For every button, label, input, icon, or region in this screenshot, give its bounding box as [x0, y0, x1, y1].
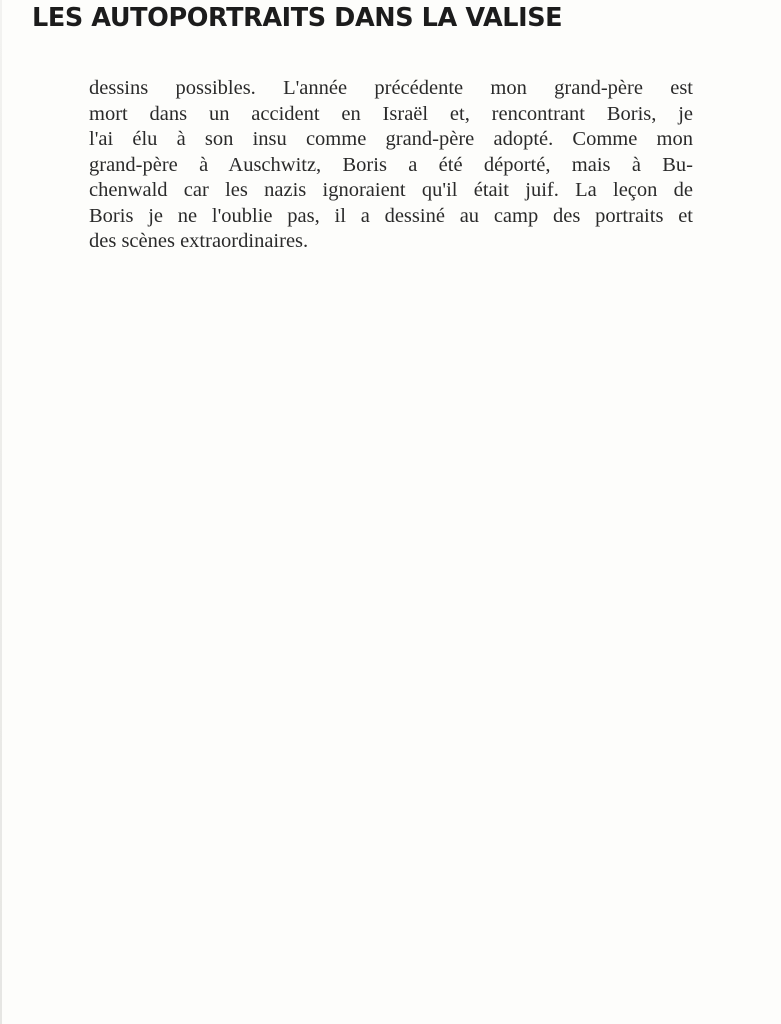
text-line: l'ai élu à son insu comme grand-père adopté. Comme mon	[89, 128, 693, 150]
text-line: dessins possibles. L'année précédente mon grand-père est	[89, 77, 693, 99]
text-line: grand-père à Auschwitz, Boris a été déporté, mais à Bu-	[89, 153, 693, 176]
text-line: des scènes extraordinaires.	[89, 230, 309, 252]
running-title: LES AUTOPORTRAITS DANS LA VALISE	[32, 3, 563, 33]
page-edge	[0, 0, 2, 1024]
text-line: mort dans un accident en Israël et, rencontrant Boris, je	[89, 102, 693, 125]
text-line: Boris je ne l'oublie pas, il a dessiné au camp des portraits et	[89, 204, 693, 227]
body-paragraph	[89, 76, 693, 255]
text-line: chenwald car les nazis ignoraient qu'il était juif. La leçon de	[89, 179, 693, 201]
